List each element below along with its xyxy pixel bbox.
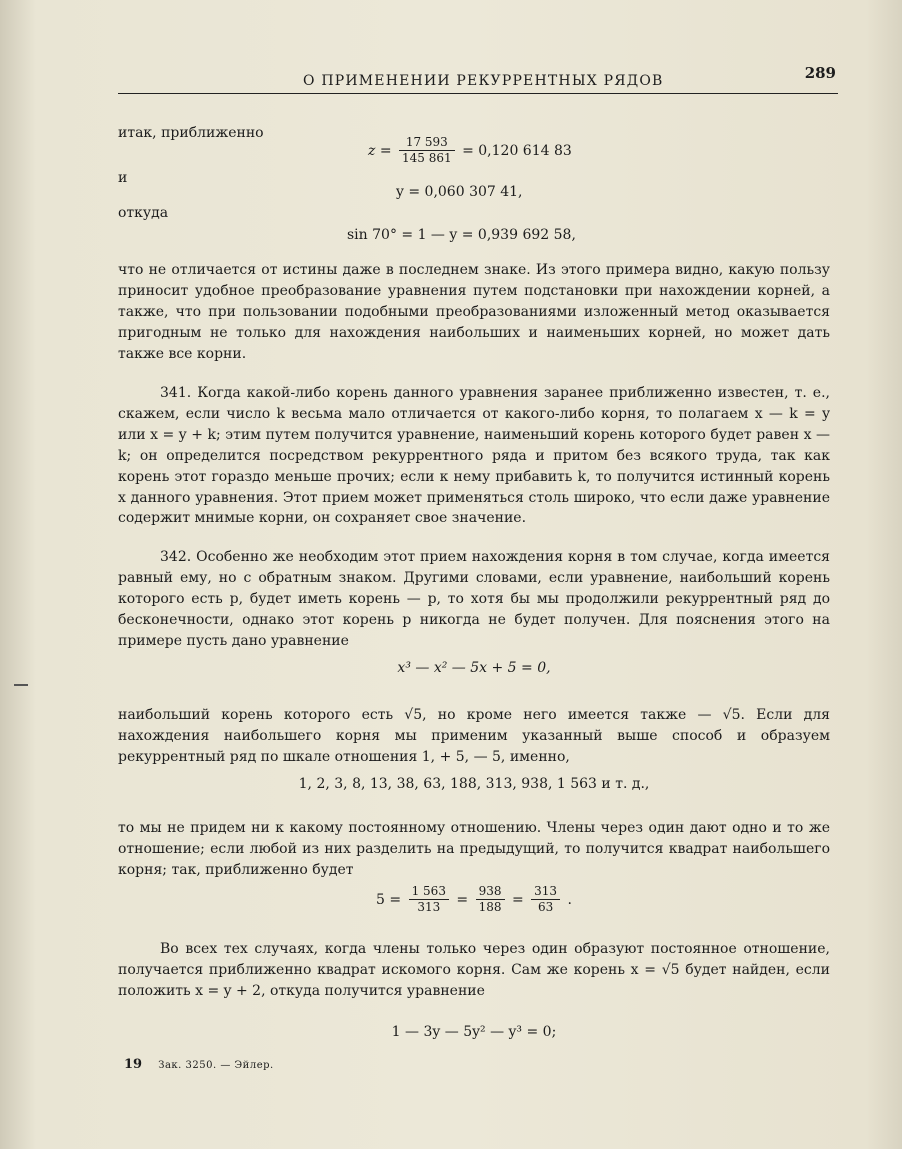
header-title: О ПРИМЕНЕНИИ РЕКУРРЕНТНЫХ РЯДОВ [303, 73, 664, 89]
paragraph-341: 341. Когда какой-либо корень данного уравнения заранее приближенно известен, т. е., скажем, если число k весьма мало отличается от какого-либо корня, то полагаем x — k = y или x = y + k; этим путем получится уравнение, наименьший корень которого будет равен x — k; он определится посредством рекуррентного ряда и притом без всякого труда, так как корень этот гораздо меньше прочих; если к нему прибавить k, то получится истинный корень x данного уравнения. Этот прием может применяться столь широко, что если даже уравнение содержит мнимые корни, он сохраняет свое значение. [118, 385, 830, 527]
ratio-lhs: 5 = [376, 891, 402, 908]
printer-note: Зак. 3250. — Эйлер. [158, 1060, 274, 1071]
page-number: 289 [804, 64, 836, 82]
intro-i: и [118, 170, 128, 186]
ratio-fraction-3 [531, 884, 560, 915]
ratio-2-denominator: 188 [478, 900, 502, 914]
z-denominator: 145 861 [402, 151, 452, 165]
ratio-3-denominator: 63 [537, 900, 554, 914]
intro-itak: итак, приближенно [118, 125, 264, 141]
z-numerator: 17 593 [399, 135, 455, 151]
equation-ratios [118, 884, 830, 915]
equation-cubic: x³ — x² — 5x + 5 = 0, [397, 660, 551, 676]
intro-otkuda: откуда [118, 205, 169, 221]
signature-mark: 19 [124, 1057, 143, 1072]
ratio-end: . [567, 891, 572, 908]
ratio-fraction-1 [409, 884, 449, 915]
z-lhs: z = [368, 142, 392, 159]
ratio-equals-b: = [511, 891, 524, 908]
equation-z [368, 135, 572, 166]
recurrent-series: 1, 2, 3, 8, 13, 38, 63, 188, 313, 938, 1 563 и т. д., [298, 776, 650, 792]
equation-sin: sin 70° = 1 — y = 0,939 692 58, [347, 227, 576, 243]
z-fraction [399, 135, 455, 166]
paragraph-final: Во всех тех случаях, когда члены только через один образуют постоянное отношение, получается приближенно квадрат искомого корня. Сам же корень x = √5 будет найден, если положить x = y + 2, откуда получится уравнение [118, 941, 830, 999]
ratio-1-numerator: 1 563 [409, 884, 449, 900]
page-footer [124, 1057, 274, 1072]
equation-y: y = 0,060 307 41, [396, 184, 523, 200]
ratio-equals-a: = [456, 891, 469, 908]
ratio-fraction-2 [476, 884, 505, 915]
paragraph-ratio: то мы не придем ни к какому постоянному отношению. Члены через один дают одно и то же отношение; если любой из них разделить на предыдущий, то получится квадрат наибольшего корня; так, приближенно будет [118, 820, 830, 878]
margin-mark [14, 684, 28, 686]
equation-y-cubic: 1 — 3y — 5y² — y³ = 0; [391, 1024, 557, 1040]
ratio-3-numerator: 313 [531, 884, 560, 900]
paragraph-intro: что не отличается от истины даже в последнем знаке. Из этого примера видно, какую пользу приносит удобное преобразование уравнения путем подстановки при нахождении корней, а также, что при пользовании подобными преобразованиями изложенный метод оказывается пригодным не только для нахождения наибольших и наименьших корней, но может дать также все корни. [118, 262, 830, 362]
paragraph-roots: наибольший корень которого есть √5, но кроме него имеется также — √5. Если для нахождения наибольшего корня мы применим указанный выше способ и образуем рекуррентный ряд по шкале отношения 1, + 5, — 5, именно, [118, 707, 830, 765]
header-rule [118, 93, 838, 94]
paragraph-342: 342. Особенно же необходим этот прием нахождения корня в том случае, когда имеется равный ему, но с обратным знаком. Другими словами, если уравнение, наибольший корень которого есть p, будет иметь корень — p, то хотя бы мы продолжили рекуррентный ряд до бесконечности, однако этот корень p никогда не будет получен. Для пояснения этого на примере пусть дано уравнение [118, 549, 830, 649]
z-rhs: = 0,120 614 83 [462, 142, 572, 159]
ratio-2-numerator: 938 [476, 884, 505, 900]
running-header [118, 64, 838, 94]
ratio-1-denominator: 313 [417, 900, 441, 914]
